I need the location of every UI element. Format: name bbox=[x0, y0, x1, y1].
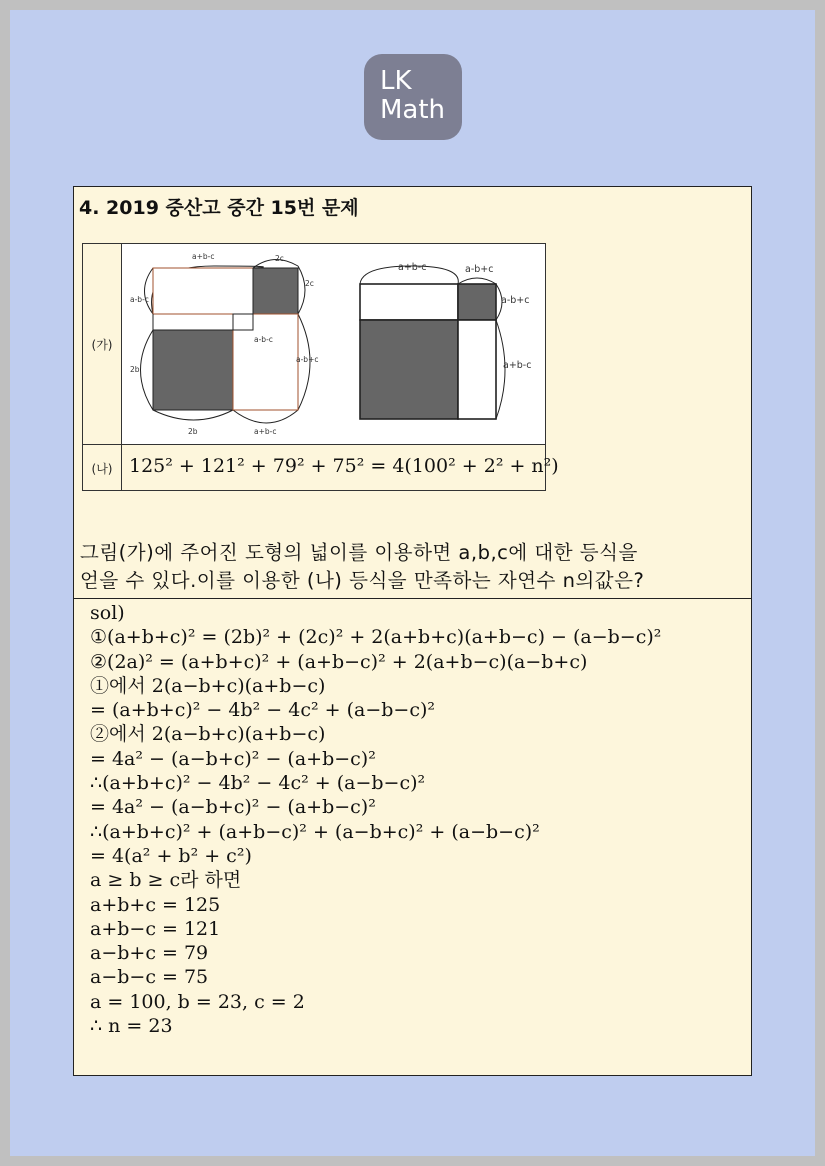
solution-line: a+b+c = 125 bbox=[90, 893, 221, 916]
page-background bbox=[10, 10, 815, 1156]
solution-line: ∴ n = 23 bbox=[90, 1015, 173, 1038]
fig-label-l5: a-b-c bbox=[254, 335, 273, 344]
solution-line: ②에서 2(a−b+c)(a+b−c) bbox=[90, 723, 326, 746]
logo-line-2: Math bbox=[380, 95, 446, 125]
area-figure bbox=[122, 244, 545, 444]
fig-label-r1: a+b-c bbox=[398, 262, 427, 273]
solution-line: ①에서 2(a−b+c)(a+b−c) bbox=[90, 674, 326, 697]
arc-bottom-abc bbox=[233, 410, 298, 423]
solution-line: sol) bbox=[90, 602, 125, 624]
fig-label-r2: a-b+c bbox=[465, 264, 494, 275]
solution-line: ∴(a+b+c)² + (a+b−c)² + (a−b+c)² + (a−b−c)² bbox=[90, 820, 540, 843]
figure-panel bbox=[122, 244, 545, 444]
solution-line: = 4a² − (a−b+c)² − (a+b−c)² bbox=[90, 747, 376, 770]
lk-math-logo bbox=[364, 54, 462, 140]
rect-top-left bbox=[153, 268, 253, 314]
row-label-na: (나) bbox=[83, 445, 122, 491]
solution-line: ①(a+b+c)² = (2b)² + (2c)² + 2(a+b+c)(a+b−c) − (a−b−c)² bbox=[90, 626, 662, 649]
row-label-ga: (가) bbox=[83, 244, 122, 444]
solution-line: = 4(a² + b² + c²) bbox=[90, 844, 252, 867]
fig-label-l7: a+b-c bbox=[254, 427, 277, 436]
question-line-2: 얻을 수 있다.이를 이용한 (나) 등식을 만족하는 자연수 n의값은? bbox=[80, 569, 645, 592]
problem-title: 4. 2019 중산고 중간 15번 문제 bbox=[79, 197, 359, 219]
fig-label-l6: 2b bbox=[130, 365, 140, 374]
arc-r-top-2 bbox=[458, 278, 496, 284]
r-rect-right bbox=[458, 320, 496, 419]
r-square-small bbox=[458, 284, 496, 320]
solution-line: a+b−c = 121 bbox=[90, 917, 221, 940]
r-rect-top bbox=[360, 284, 458, 320]
fig-label-l8: 2b bbox=[188, 427, 198, 436]
question-text bbox=[80, 539, 750, 595]
fig-label-r3: a-b+c bbox=[501, 295, 530, 306]
arc-left-2b bbox=[141, 330, 154, 410]
fig-label-l3: 2c bbox=[305, 279, 314, 288]
figure-table bbox=[82, 243, 559, 491]
r-square-large bbox=[360, 320, 458, 419]
equation-na: 125² + 121² + 79² + 75² = 4(100² + 2² + n²) bbox=[129, 455, 559, 477]
fig-label-l4: a-b-c bbox=[130, 295, 149, 304]
solution-line: ∴(a+b+c)² − 4b² − 4c² + (a−b−c)² bbox=[90, 772, 426, 795]
solution-line: a ≥ b ≥ c라 하면 bbox=[90, 869, 242, 892]
solution-block bbox=[90, 601, 750, 1038]
logo-line-1: LK bbox=[380, 66, 412, 96]
arc-bottom-2b bbox=[153, 410, 233, 420]
question-line-1: 그림(가)에 주어진 도형의 넓이를 이용하면 a,b,c에 대한 등식을 bbox=[80, 541, 638, 564]
solution-line: a−b+c = 79 bbox=[90, 942, 209, 965]
square-2b bbox=[153, 330, 233, 410]
fig-label-l9: a-b+c bbox=[296, 355, 319, 364]
solution-line: = (a+b+c)² − 4b² − 4c² + (a−b−c)² bbox=[90, 699, 435, 722]
problem-card bbox=[73, 186, 752, 1076]
solution-line: = 4a² − (a−b+c)² − (a+b−c)² bbox=[90, 796, 376, 819]
fig-label-r4: a+b-c bbox=[503, 360, 532, 371]
solution-line: ②(2a)² = (a+b+c)² + (a+b−c)² + 2(a+b−c)(a−b+c) bbox=[90, 650, 588, 673]
section-divider bbox=[74, 598, 751, 599]
arc-right-2c bbox=[298, 266, 305, 314]
small-square bbox=[233, 314, 253, 330]
fig-label-l1: a+b-c bbox=[192, 252, 215, 261]
square-2c bbox=[253, 268, 298, 314]
solution-line: a = 100, b = 23, c = 2 bbox=[90, 990, 305, 1013]
solution-line: a−b−c = 75 bbox=[90, 966, 209, 989]
fig-label-l2: 2c bbox=[275, 254, 284, 263]
equation-row bbox=[83, 444, 559, 491]
